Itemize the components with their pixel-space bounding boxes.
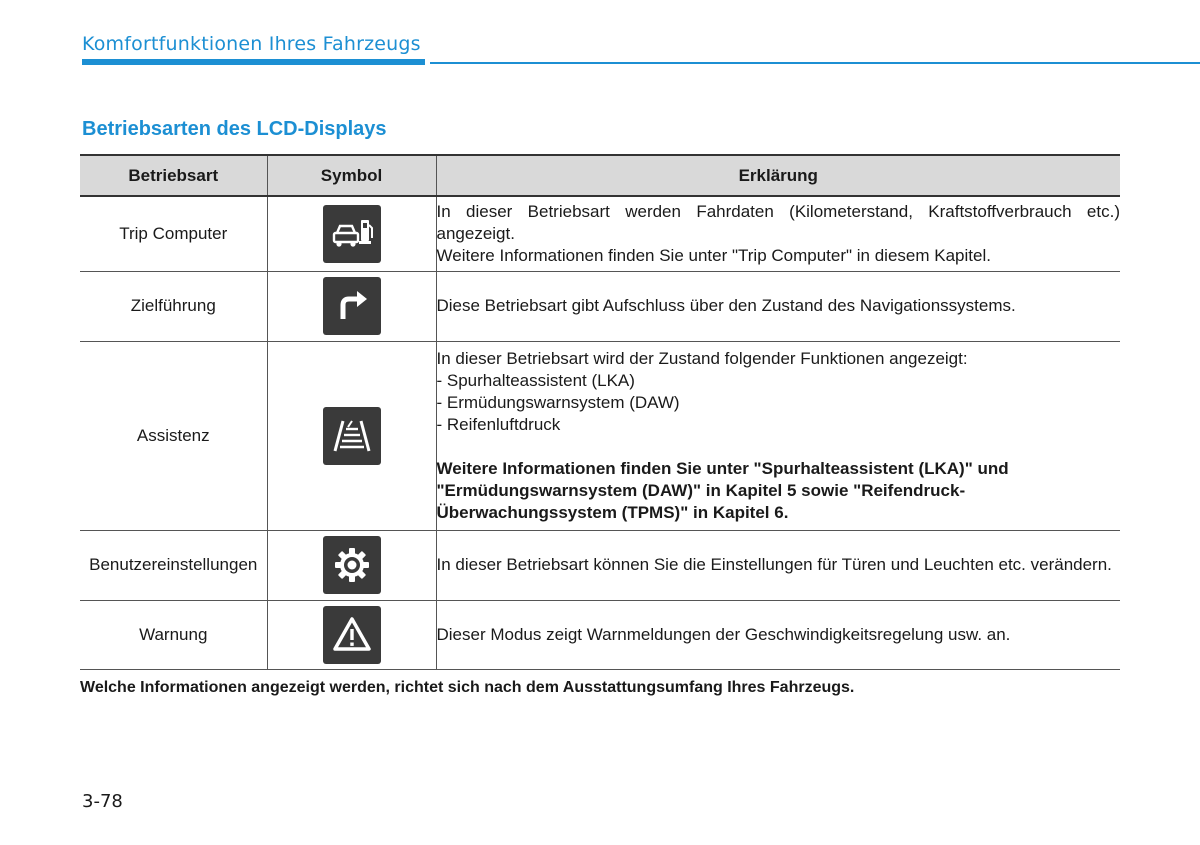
description-line-bold: Überwachungssystem (TPMS)" in Kapitel 6.	[436, 502, 789, 522]
mode-description	[436, 341, 1120, 530]
description-line-bold: "Ermüdungswarnsystem (DAW)" in Kapitel 5 sowie "Reifendruck-	[436, 480, 966, 500]
mode-name: Trip Computer	[80, 196, 267, 271]
warning-triangle-icon	[323, 606, 381, 664]
mode-name: Benutzereinstellungen	[80, 530, 267, 600]
table-row-navigation	[80, 271, 1120, 341]
description-line: - Ermüdungswarnsystem (DAW)	[436, 392, 680, 412]
mode-description	[436, 271, 1120, 341]
mode-name: Zielführung	[80, 271, 267, 341]
gear-icon	[323, 536, 381, 594]
turn-right-arrow-icon	[323, 277, 381, 335]
description-line: In dieser Betriebsart können Sie die Einstellungen für Türen und Leuchten etc. verändern.	[436, 555, 1112, 574]
table-row-assist	[80, 341, 1120, 530]
mode-description	[436, 530, 1120, 600]
page-number: 3-78	[82, 791, 123, 812]
chapter-title: Komfortfunktionen Ihres Fahrzeugs	[82, 33, 421, 55]
column-header-description: Erklärung	[436, 155, 1120, 196]
mode-description	[436, 196, 1120, 271]
table-row-user-settings	[80, 530, 1120, 600]
mode-name: Assistenz	[80, 341, 267, 530]
lane-assist-icon	[323, 407, 381, 465]
description-line: Weitere Informationen finden Sie unter "Trip Computer" in diesem Kapitel.	[436, 245, 991, 265]
header-rule	[430, 62, 1200, 64]
trip-computer-icon	[323, 205, 381, 263]
description-line-bold: Weitere Informationen finden Sie unter "Spurhalteassistent (LKA)" und	[436, 458, 1009, 478]
mode-description	[436, 600, 1120, 669]
mode-name: Warnung	[80, 600, 267, 669]
description-line: Dieser Modus zeigt Warnmeldungen der Geschwindigkeitsregelung usw. an.	[436, 624, 1011, 644]
description-line: In dieser Betriebsart werden Fahrdaten (Kilometerstand, Kraftstoffverbrauch etc.) angezeigt.	[436, 201, 1120, 243]
table-header-row	[80, 155, 1120, 196]
column-header-mode: Betriebsart	[80, 155, 267, 196]
footnote: Welche Informationen angezeigt werden, richtet sich nach dem Ausstattungsumfang Ihres Fahrzeugs.	[80, 679, 855, 696]
description-line: - Spurhalteassistent (LKA)	[436, 370, 635, 390]
table-row-warning	[80, 600, 1120, 669]
section-title: Betriebsarten des LCD-Displays	[82, 118, 387, 140]
column-header-symbol: Symbol	[267, 155, 436, 196]
header-rule-accent	[82, 59, 425, 65]
table-row-trip-computer	[80, 196, 1120, 271]
display-modes-table	[80, 154, 1120, 670]
description-line: Diese Betriebsart gibt Aufschluss über den Zustand des Navigationssystems.	[436, 296, 1016, 315]
description-line: - Reifenluftdruck	[436, 414, 561, 434]
description-line: In dieser Betriebsart wird der Zustand folgender Funktionen angezeigt:	[436, 348, 968, 368]
